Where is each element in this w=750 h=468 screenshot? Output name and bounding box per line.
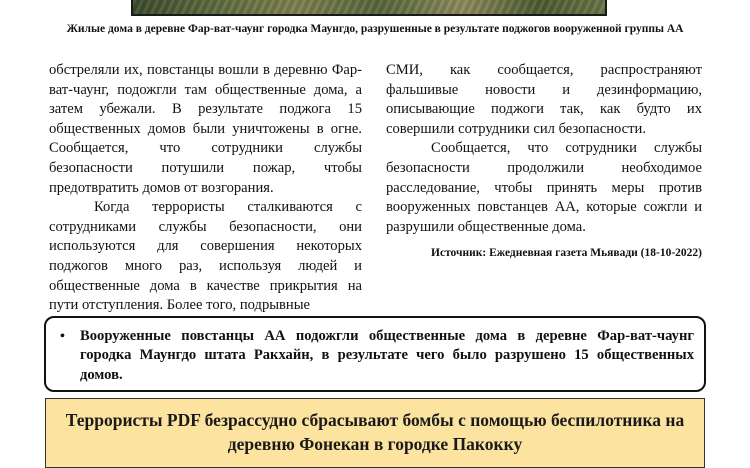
summary-box xyxy=(44,316,706,392)
article-column-right xyxy=(386,61,702,261)
paragraph: обстреляли их, повстанцы вошли в деревню Фар-ват-чаунг, подожгли там общественные дома, а затем убежали. В результате поджога 15 общественных домов были уничтожены в огне. Сообщается, что сотрудники службы безопасности потушили пожар, чтобы предотвратить домов от возгорания. xyxy=(49,62,362,196)
photo-texture xyxy=(133,0,605,14)
next-article-headline: Террористы PDF безрассудно сбрасывают бомбы с помощью беспилотника на деревню Фонекан в городке Пакокку xyxy=(65,410,685,454)
article-column-left xyxy=(49,61,362,316)
next-article-headline-box xyxy=(45,398,705,468)
summary-bullet xyxy=(60,327,694,385)
photo-caption: Жилые дома в деревне Фар-ват-чаунг городка Маунгдо, разрушенные в результате поджогов вооруженной группы АА xyxy=(66,23,684,35)
article-photo xyxy=(131,0,607,16)
bullet-icon: • xyxy=(60,329,65,344)
paragraph: Сообщается, что сотрудники службы безопасности продолжили необходимое расследование, чтобы принять меры против вооруженных повстанцев АА, которые сожгли и разрушили общественные дома. xyxy=(386,140,702,235)
summary-text: Вооруженные повстанцы АА подожгли общественные дома в деревне Фар-ват-чаунг городка Маунгдо штата Ракхайн, в результате чего было разрушено 15 общественных домов. xyxy=(80,328,694,383)
article-source: Источник: Ежедневная газета Мьявади (18-10-2022) xyxy=(431,247,702,260)
paragraph: СМИ, как сообщается, распространяют фальшивые новости и дезинформацию, описывающие поджоги так, как будто их совершили сотрудники сил безопасности. xyxy=(386,62,702,137)
paragraph: Когда террористы сталкиваются с сотрудниками службы безопасности, они используются для совершения некоторых поджогов много раз, используя людей и общественные дома в качестве прикрытия на пути отступления. Более того, подрывные xyxy=(49,199,362,314)
